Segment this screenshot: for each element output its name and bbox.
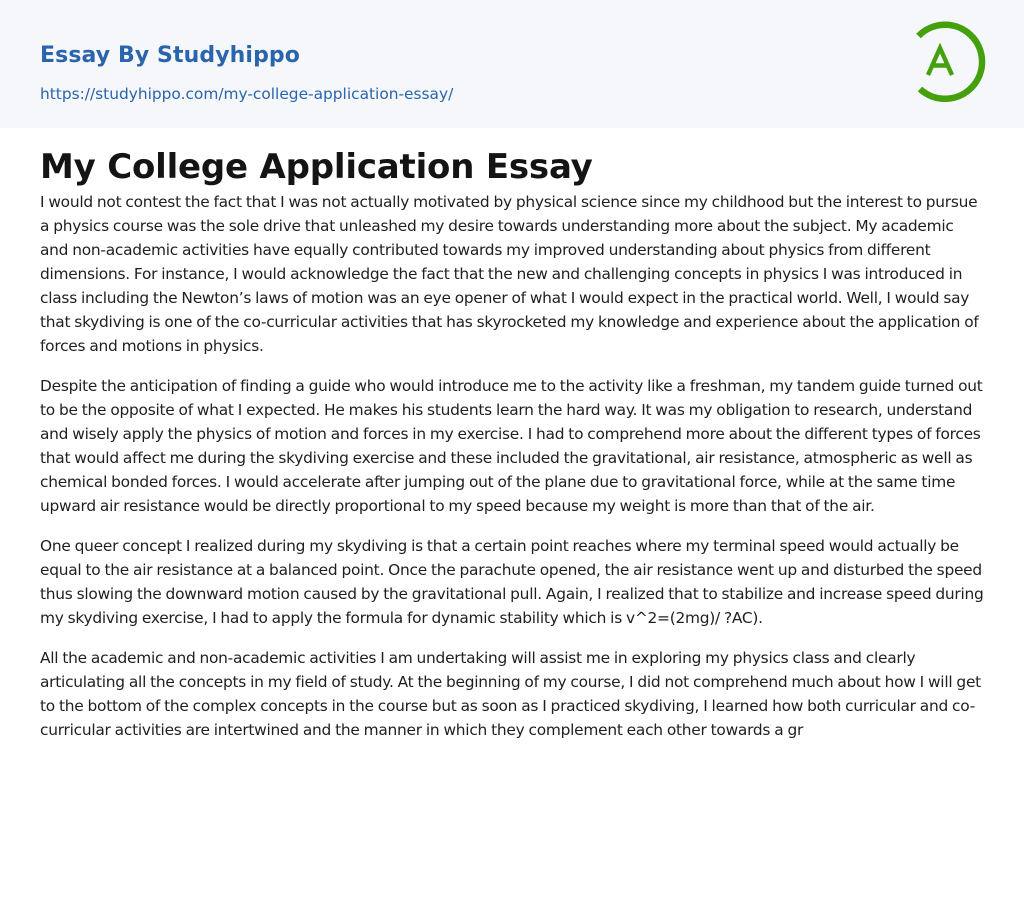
- essay-paragraph: One queer concept I realized during my skydiving is that a certain point reaches where my terminal speed would actually be equal to the air resistance at a balanced point. Once the parachute opened, the air resistance went up and disturbed the speed thus slowing the downward motion caused by the gravitational pull. Again, I realized that to stabilize and increase speed during my skydiving exercise, I had to apply the formula for dynamic stability which is v^2=(2mg)/ ?AC).: [40, 537, 984, 627]
- essay-url-link[interactable]: https://studyhippo.com/my-college-application-essay/: [40, 85, 454, 103]
- essay-content: [0, 146, 1024, 742]
- studyhippo-a-logo-icon: [912, 19, 986, 105]
- page-title: My College Application Essay: [40, 147, 593, 187]
- essay-paragraph: All the academic and non-academic activities I am undertaking will assist me in exploring my physics class and clearly articulating all the concepts in my field of study. At the beginning of my course, I did not comprehend much about how I will get to the bottom of the complex concepts in the course but as soon as I practiced skydiving, I learned how both curricular and co-curricular activities are intertwined and the manner in which they complement each other towards a gr: [40, 649, 981, 739]
- site-title: Essay By Studyhippo: [40, 43, 300, 68]
- studyhippo-logo[interactable]: [912, 19, 986, 105]
- essay-paragraph: Despite the anticipation of finding a guide who would introduce me to the activity like a freshman, my tandem guide turned out to be the opposite of what I expected. He makes his students learn the hard way. It was my obligation to research, understand and wisely apply the physics of motion and forces in my exercise. I had to comprehend more about the different types of forces that would affect me during the skydiving exercise and these included the gravitational, air resistance, atmospheric as well as chemical bonded forces. I would accelerate after jumping out of the plane due to gravitational force, while at the same time upward air resistance would be directly proportional to my speed because my weight is more than that of the air.: [40, 377, 983, 515]
- essay-paragraph: I would not contest the fact that I was not actually motivated by physical science since my childhood but the interest to pursue a physics course was the sole drive that unleashed my desire towards understanding more about the subject. My academic and non-academic activities have equally contributed towards my improved understanding about physics from different dimensions. For instance, I would acknowledge the fact that the new and challenging concepts in physics I was introduced in class including the Newton’s laws of motion was an eye opener of what I would expect in the practical world. Well, I would say that skydiving is one of the co-curricular activities that has skyrocketed my knowledge and experience about the application of forces and motions in physics.: [40, 193, 979, 355]
- essay-body: [40, 190, 984, 742]
- site-header: [0, 0, 1024, 128]
